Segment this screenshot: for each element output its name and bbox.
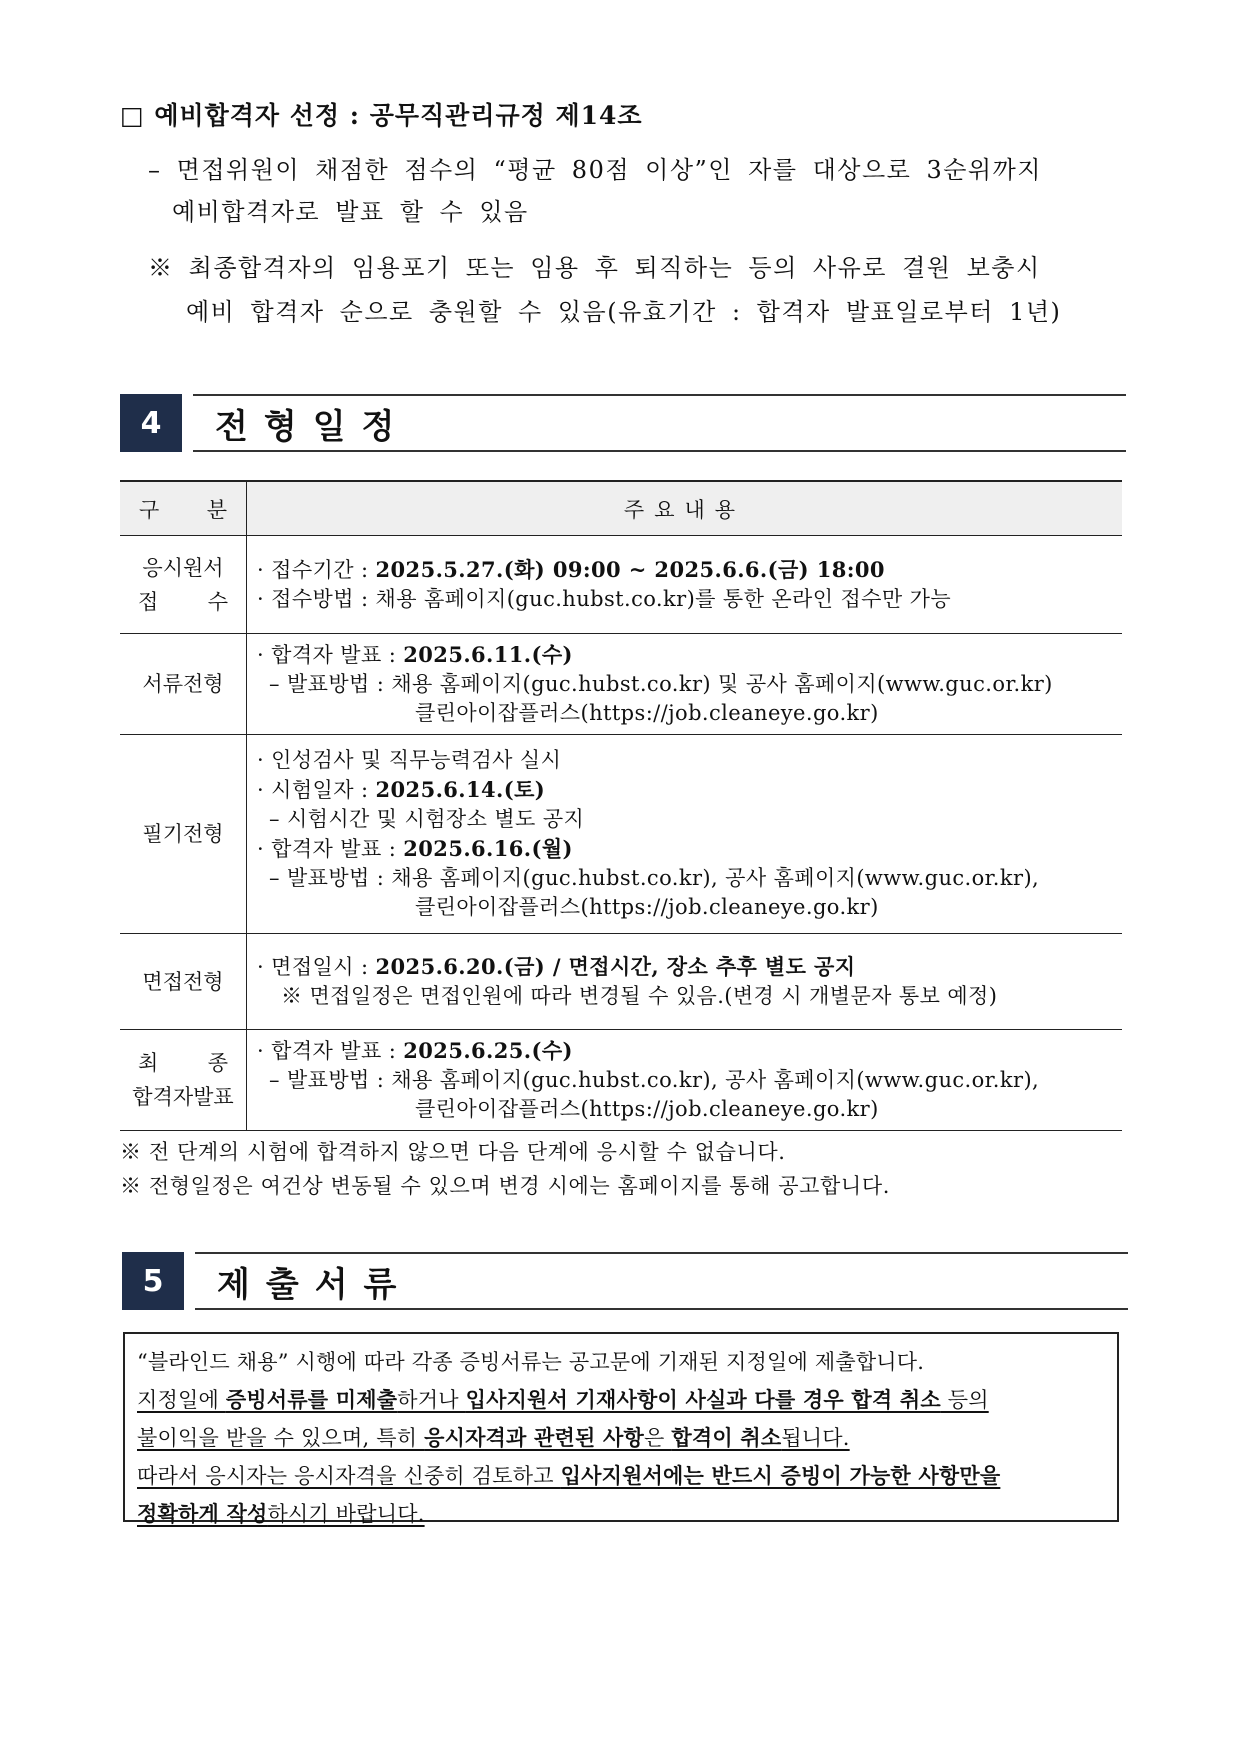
table-row xyxy=(120,735,1122,934)
row-category: 면접전형 xyxy=(120,934,247,1030)
section-5-title: 제출서류 xyxy=(217,1264,413,1305)
row-content: · 합격자 발표 : 2025.6.25.(수) – 발표방법 : 채용 홈페이지(guc.hubst.co.kr), 공사 홈페이지(www.guc.or.kr), 클린아이잡플러스(https://job.cleaneye.go.kr) xyxy=(247,1030,1123,1131)
reserve-line-1: – 면접위원이 채점한 점수의 “평균 80점 이상”인 자를 대상으로 3순위까지 xyxy=(148,156,1042,184)
section-4-title-bar xyxy=(193,394,1126,452)
row-category: 응시원서 접 수 xyxy=(120,536,247,634)
reserve-line-2: 예비합격자로 발표 할 수 있음 xyxy=(172,198,529,226)
schedule-table xyxy=(120,480,1122,1131)
notice-line-3: 불이익을 받을 수 있으며, 특히 응시자격과 관련된 사항은 합격이 취소됩니다. xyxy=(137,1425,850,1450)
table-row xyxy=(120,934,1122,1030)
table-row xyxy=(120,634,1122,735)
row-content: · 인성검사 및 직무능력검사 실시 · 시험일자 : 2025.6.14.(토) – 시험시간 및 시험장소 별도 공지 · 합격자 발표 : 2025.6.16.(월) – 발표방법 : 채용 홈페이지(guc.hubst.co.kr), 공사 홈페이지(www.guc.or.kr), 클린아이잡플러스(https://job.cleaneye.go.kr) xyxy=(247,735,1123,934)
row-content: · 면접일시 : 2025.6.20.(금) / 면접시간, 장소 추후 별도 공지 ※ 면접일정은 면접인원에 따라 변경될 수 있음.(변경 시 개별문자 통보 예정) xyxy=(247,934,1123,1030)
section-5-number: 5 xyxy=(122,1252,184,1310)
table-row xyxy=(120,536,1122,634)
reserve-line-3: ※ 최종합격자의 임용포기 또는 임용 후 퇴직하는 등의 사유로 결원 보충시 xyxy=(148,254,1041,282)
notice-line-2: 지정일에 증빙서류를 미제출하거나 입사지원서 기재사항이 사실과 다를 경우 합격 취소 등의 xyxy=(137,1387,989,1412)
schedule-note-1: ※ 전 단계의 시험에 합격하지 않으면 다음 단계에 응시할 수 없습니다. xyxy=(120,1140,786,1164)
section-5-title-bar xyxy=(195,1252,1128,1310)
notice-line-1: “블라인드 채용” 시행에 따라 각종 증빙서류는 공고문에 기재된 지정일에 제출합니다. xyxy=(137,1350,925,1374)
section-4-number: 4 xyxy=(120,394,182,452)
header-category: 구 분 xyxy=(120,481,247,536)
notice-line-4: 따라서 응시자는 응시자격을 신중히 검토하고 입사지원서에는 반드시 증빙이 가능한 사항만을 xyxy=(137,1463,1001,1488)
reserve-heading: □ 예비합격자 선정 : 공무직관리규정 제14조 xyxy=(120,101,643,130)
row-category: 필기전형 xyxy=(120,735,247,934)
documents-notice-box xyxy=(123,1332,1119,1526)
row-content: · 합격자 발표 : 2025.6.11.(수) – 발표방법 : 채용 홈페이지(guc.hubst.co.kr) 및 공사 홈페이지(www.guc.or.kr) 클린아이잡플러스(https://job.cleaneye.go.kr) xyxy=(247,634,1123,735)
notice-line-5: 정확하게 작성하시기 바랍니다. xyxy=(137,1501,425,1526)
row-category: 최 종 합격자발표 xyxy=(120,1030,247,1131)
section-4-title: 전형일정 xyxy=(215,406,411,447)
header-content: 주요내용 xyxy=(247,481,1123,536)
reserve-line-4: 예비 합격자 순으로 충원할 수 있음(유효기간 : 합격자 발표일로부터 1년) xyxy=(186,298,1062,326)
row-content: · 접수기간 : 2025.5.27.(화) 09:00 ~ 2025.6.6.(금) 18:00 · 접수방법 : 채용 홈페이지(guc.hubst.co.kr)를 통한 온라인 접수만 가능 xyxy=(247,536,1123,634)
schedule-note-2: ※ 전형일정은 여건상 변동될 수 있으며 변경 시에는 홈페이지를 통해 공고합니다. xyxy=(120,1174,890,1198)
row-category: 서류전형 xyxy=(120,634,247,735)
table-row xyxy=(120,1030,1122,1131)
schedule-header-row xyxy=(120,481,1122,536)
